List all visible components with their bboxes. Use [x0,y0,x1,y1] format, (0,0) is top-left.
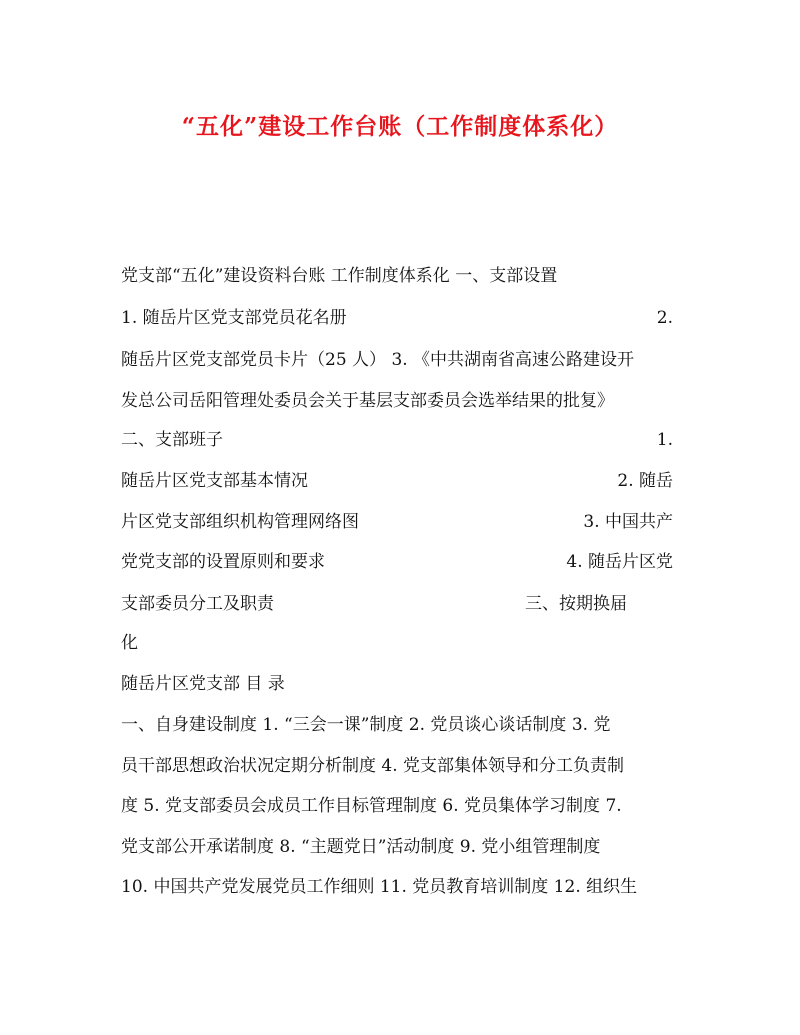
body-line-5 [121,429,673,451]
body-line-6-right: 2. 随岳 [617,471,673,491]
body-line-5-left: 二、支部班子 [121,430,223,450]
body-line-7-left: 片区党支部组织机构管理网络图 [121,512,359,532]
body-line-9-left: 支部委员分工及职责 [121,594,274,614]
body-line-7 [121,511,673,533]
body-line-8-left: 党党支部的设置原则和要求 [121,552,325,572]
body-line-1: 党支部“五化”建设资料台账 工作制度体系化 一、支部设置 [121,266,558,286]
body-line-7-right: 3. 中国共产 [583,512,673,532]
body-line-2-right: 2. [656,308,673,328]
body-line-14: 度 5. 党支部委员会成员工作目标管理制度 6. 党员集体学习制度 7. [121,796,622,816]
body-line-12: 一、自身建设制度 1. “三会一课”制度 2. 党员谈心谈话制度 3. 党 [121,715,611,735]
body-line-9-right: 三、按期换届 [525,594,627,614]
body-line-2-left: 1. 随岳片区党支部党员花名册 [121,308,347,328]
body-line-11: 随岳片区党支部 目 录 [121,674,285,694]
body-line-9 [121,593,673,615]
body-line-8 [121,551,673,573]
body-line-5-right: 1. [656,430,673,450]
body-line-15: 党支部公开承诺制度 8. “主题党日”活动制度 9. 党小组管理制度 [121,837,601,857]
body-line-13: 员干部思想政治状况定期分析制度 4. 党支部集体领导和分工负责制 [121,756,625,776]
body-line-10: 化 [121,633,138,653]
body-line-2 [121,307,673,329]
body-line-3: 随岳片区党支部党员卡片（25 人） 3. 《中共湖南省高速公路建设开 [121,350,635,370]
body-line-6 [121,470,673,492]
body-line-4: 发总公司岳阳管理处委员会关于基层支部委员会选举结果的批复》 [121,391,614,411]
body-line-8-right: 4. 随岳片区党 [566,552,673,572]
document-title: “五化”建设工作台账（工作制度体系化） [181,113,619,140]
body-line-16: 10. 中国共产党发展党员工作细则 11. 党员教育培训制度 12. 组织生 [121,877,638,897]
body-line-6-left: 随岳片区党支部基本情况 [121,471,308,491]
